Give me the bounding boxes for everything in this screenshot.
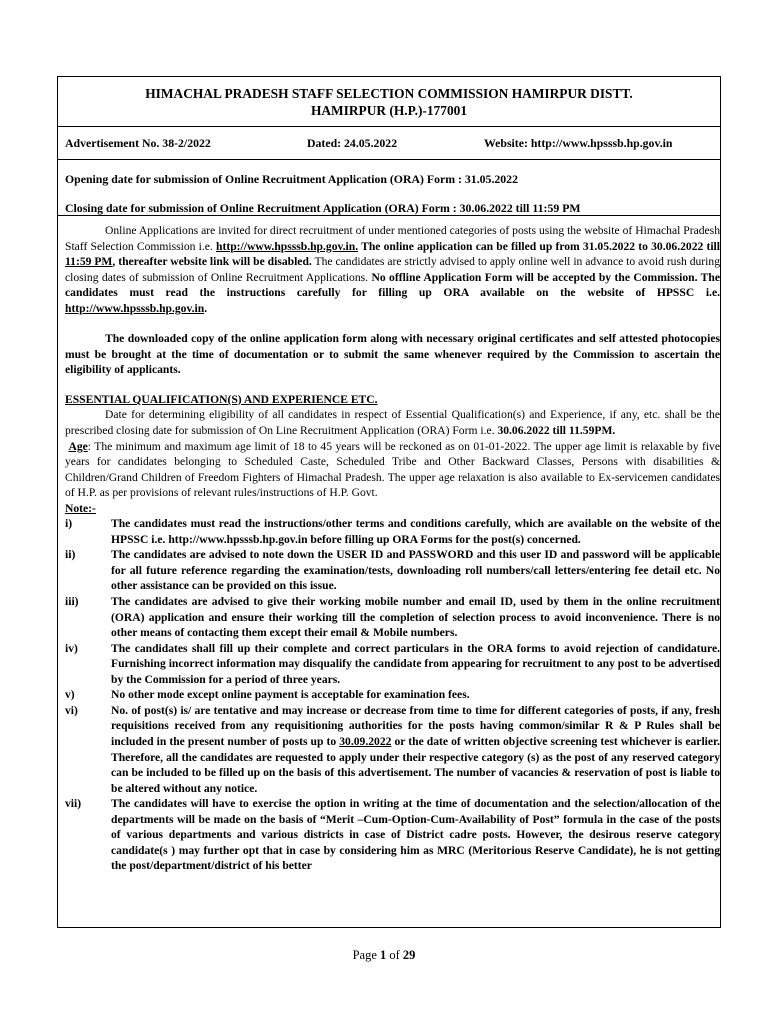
page-prefix: Page	[352, 948, 380, 962]
note-item	[65, 594, 720, 641]
title-line-2: HAMIRPUR (H.P.)-177001	[310, 103, 468, 118]
submission-dates	[58, 160, 720, 216]
qualification-text: Date for determining eligibility of all candidates in respect of Essential Qualification(s) and Experience, if any, etc. shall be the prescribed closing date for submission of On Line Recruitment Application (ORA) Form i.e.	[65, 408, 720, 438]
advertisement-website: Website: http://www.hpsssb.hp.gov.in	[484, 136, 673, 150]
intro-text-2: The online application can be filled up from 31.05.2022 to 30.06.2022 till	[358, 239, 720, 253]
advertisement-row	[58, 127, 720, 160]
opening-date: Opening date for submission of Online Recruitment Application (ORA) Form : 31.05.2022	[65, 172, 518, 186]
qualification-date: 30.06.2022 till 11.59PM.	[497, 424, 616, 438]
page-number	[0, 948, 768, 963]
note-item	[65, 516, 720, 547]
note-number: vii)	[65, 797, 82, 811]
note-number: iii)	[65, 595, 79, 609]
closing-time: 11:59 PM	[65, 255, 113, 269]
download-note: The downloaded copy of the online application form along with necessary original certificates and self attested photocopies must be brought at the time of documentation or to submit the same whenever required by the Commission to ascertain the eligibility of applicants.	[65, 332, 720, 377]
note-number: vi)	[65, 703, 78, 717]
note-item	[65, 703, 720, 796]
age-label: Age	[68, 439, 88, 453]
intro-text-4: The candidates are strictly advised to apply online well in advance to avoid rush during closing dates of submission of Online Recruitment Applications.	[65, 255, 720, 284]
note-text-part: or the date of written objective screening test whichever is earlier. Therefore, all the candidates are requested to apply under their respective category (s) as the post of any reserved category can be included to be filled up on the basis of this advertisement. The number of vacancies & reservation of post is liable to be altered without any notice.	[111, 734, 721, 795]
total-pages: 29	[402, 948, 416, 962]
note-text: The candidates will have to exercise the option in writing at the time of documentation and the selection/allocation of the departments will be made on the basis of “Merit –Cum-Option-Cum-Availability of Post” formula in the case of the posts of various departments and various districts in case of District cadre posts. However, the desirous reserve category candidate(s ) may further opt that in case by considering him as MRC (Meritorious Reserve Candidate), he is not getting the post/department/district of his better	[111, 797, 720, 873]
qualification-heading: ESSENTIAL QUALIFICATION(S) AND EXPERIENCE ETC.	[65, 392, 378, 406]
note-number: i)	[65, 517, 73, 531]
intro-text-6: .	[204, 301, 208, 315]
note-text: The candidates shall fill up their complete and correct particulars in the ORA forms to avoid rejection of candidature. Furnishing incorrect information may disqualify the candidate from appearing for recruitment to any post to be advertised by the Commission for a period of three years.	[111, 641, 720, 686]
note-text	[111, 703, 720, 796]
website-link-2[interactable]: http://www.hpsssb.hp.gov.in	[65, 301, 205, 315]
document-frame	[57, 76, 721, 928]
qualification-paragraph	[65, 407, 720, 438]
note-item	[65, 796, 720, 874]
note-item	[65, 547, 720, 594]
note-text: The candidates must read the instructions/other terms and conditions carefully, which are available on the website of the HPSSC i.e. http://www.hpsssb.hp.gov.in before filling up ORA Forms for the post(s) concerned.	[111, 517, 720, 546]
document-title	[58, 77, 720, 127]
note-text-part: No. of post(s) is/ are tentative and may increase or decrease from time to time for different categories of posts, if any, fresh requisitions received from any requisitioning authorities for the posts having common/similar R & P Rules shall be included in the present number of posts up to	[111, 703, 720, 748]
note-text: No other mode except online payment is acceptable for examination fees.	[111, 688, 470, 702]
page-of: of	[386, 948, 403, 962]
intro-text-3: , thereafter website link will be disabled.	[112, 255, 312, 269]
current-page: 1	[380, 948, 387, 962]
intro-text-1: Online Applications are invited for direct recruitment of under mentioned categories of posts using the website of Himachal Pradesh Staff Selection Commission i.e.	[65, 224, 720, 253]
website-link[interactable]: http://www.hpsssb.hp.gov.in.	[216, 239, 359, 253]
intro-paragraph	[65, 223, 720, 316]
requisition-date: 30.09.2022	[339, 734, 392, 748]
note-item	[65, 641, 720, 688]
note-item	[65, 687, 720, 703]
age-text: : The minimum and maximum age limit of 18 to 45 years will be reckoned as on 01-01-2022. The upper age limit is relaxable by five years for candidates belonging to Scheduled Caste, Scheduled Tribe and Other Backward Classes, Persons with disabilities & Children/Grand Children of Freedom Fighters of Himachal Pradesh. The upper age relaxation is also available to Ex-servicemen candidates of H.P. as per provisions of relevant rules/instructions of H.P. Govt.	[65, 439, 720, 500]
notes-heading: Note:-	[65, 501, 96, 515]
intro-text-5: No offline Application Form will be accepted by the Commission. The candidates must read the instructions carefully for filling up ORA available on the website of HPSSC i.e.	[65, 270, 720, 300]
note-number: v)	[65, 688, 75, 702]
title-line-1: HIMACHAL PRADESH STAFF SELECTION COMMISSION HAMIRPUR DISTT.	[145, 86, 633, 101]
advertisement-number: Advertisement No. 38-2/2022	[65, 136, 211, 150]
note-number: ii)	[65, 548, 76, 562]
document-body	[58, 216, 720, 874]
age-paragraph	[65, 439, 720, 501]
advertisement-date: Dated: 24.05.2022	[307, 136, 398, 150]
note-number: iv)	[65, 641, 78, 655]
note-text: The candidates are advised to note down the USER ID and PASSWORD and this user ID and password will be applicable for all future reference regarding the examination/tests, downloading roll numbers/call letters/entering fee detail etc. No other assistance can be provided on this issue.	[111, 548, 720, 593]
closing-date: Closing date for submission of Online Recruitment Application (ORA) Form : 30.06.2022 till 11:59 PM	[65, 201, 581, 215]
note-text: The candidates are advised to give their working mobile number and email ID, used by them in the online recruitment (ORA) application and ensure their working till the completion of selection process to avoid inconvenience. There is no other means of contacting them except their email & Mobile numbers.	[111, 595, 720, 640]
